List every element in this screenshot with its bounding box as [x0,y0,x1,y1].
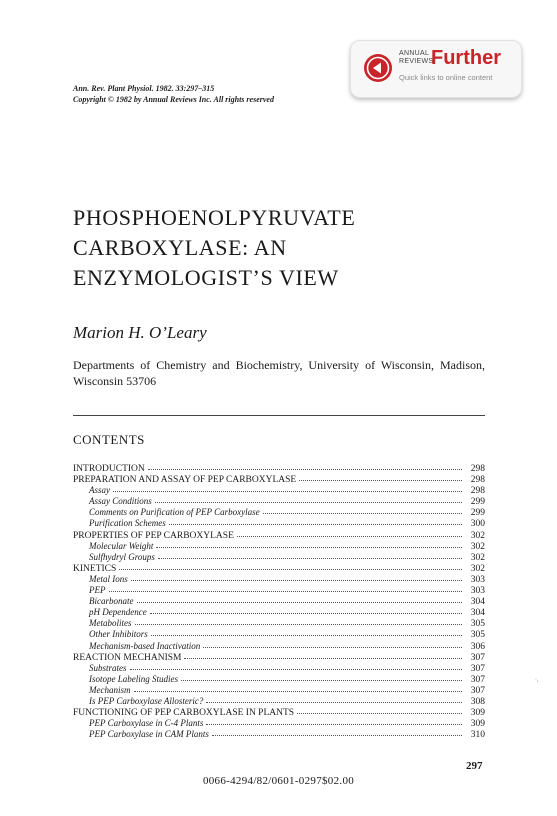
toc-entry-label: Molecular Weight [89,540,154,551]
toc-dot-leader [119,562,462,570]
toc-entry-label: Bicarbonate [89,596,134,607]
toc-entry-page: 305 [470,630,485,641]
toc-entry-page: 303 [470,586,485,597]
toc-entry-page: 305 [470,619,485,630]
author-name: Marion H. O’Leary [73,323,207,342]
toc-entry-page: 307 [470,652,485,663]
toc-entry-label: Metabolites [89,618,132,629]
toc-entry-label: PEP Carboxylase in CAM Plants [89,729,209,740]
toc-entry-page: 299 [470,497,485,508]
toc-dot-leader [135,617,463,625]
toc-dot-leader [237,529,462,537]
toc-dot-leader [156,540,462,548]
toc-entry-page: 302 [470,541,485,552]
badge-tagline: Quick links to online content [399,73,493,82]
toc-entry-label: Comments on Purification of PEP Carboxylase [89,507,260,518]
toc-entry-label: PREPARATION AND ASSAY OF PEP CARBOXYLASE [73,475,297,486]
toc-entry-page: 298 [470,464,485,474]
issn-line: 0066-4294/82/0601-0297$02.00 [202,775,355,787]
title-line: ENZYMOLOGIST’S VIEW [73,265,339,290]
journal-citation [73,83,274,105]
toc-entry-label: Substrates [89,662,127,673]
toc-entry-label: Mechanism [89,684,131,695]
arrow-circle-icon [363,53,393,83]
toc-dot-leader [134,684,463,692]
further-reviews-badge[interactable] [350,40,522,98]
toc-dot-leader [150,606,462,614]
toc-entry-label: Is PEP Carboxylase Allosteric? [89,695,204,706]
toc-dot-leader [151,628,462,636]
toc-entry-label: FUNCTIONING OF PEP CARBOXYLASE IN PLANTS [73,708,295,719]
toc-entry-page: 302 [470,563,485,574]
toc-entry-page: 298 [470,486,485,497]
toc-entry-page: 302 [470,530,485,541]
toc-dot-leader [155,495,462,503]
toc-entry-label: Other Inhibitors [89,629,148,640]
toc-entry-label: REACTION MECHANISM [73,652,182,663]
toc-entry-page: 306 [470,641,485,652]
toc-entry-label: Assay [89,485,110,496]
badge-further: Further [431,47,501,69]
scan-speck: ·, [535,677,539,683]
toc-dot-leader [169,517,462,525]
toc-dot-leader [212,728,462,736]
toc-entry-page: 303 [470,574,485,585]
toc-entry-label: PEP Carboxylase in C-4 Plants [89,718,204,729]
toc-entry-page: 307 [470,663,485,674]
toc-entry-label: PROPERTIES OF PEP CARBOXYLASE [73,530,234,541]
title-line: CARBOXYLASE: AN [73,235,287,260]
toc-subsection-entry[interactable] [73,729,485,740]
toc-entry-page: 299 [470,508,485,519]
toc-dot-leader [206,695,462,703]
toc-dot-leader [137,595,463,603]
toc-entry-page: 309 [470,719,485,730]
toc-entry-label: KINETICS [73,563,117,574]
toc-entry-label: Sulfhydryl Groups [89,551,155,562]
toc-dot-leader [203,640,462,648]
toc-dot-leader [158,551,462,559]
toc-entry-page: 304 [470,608,485,619]
toc-entry-label: Isotope Labeling Studies [89,673,178,684]
toc-entry-label: Metal Ions [89,573,128,584]
article-title [73,203,473,293]
toc-entry-label: INTRODUCTION [73,464,145,474]
toc-entry-page: 309 [470,708,485,719]
contents-heading: CONTENTS [73,432,145,447]
toc-dot-leader [297,706,462,714]
toc-entry-page: 308 [470,696,485,707]
toc-entry-label: Assay Conditions [89,496,152,507]
toc-entry-label: Mechanism-based Inactivation [89,640,201,651]
toc-dot-leader [184,651,462,659]
toc-entry-page: 300 [470,519,485,530]
badge-reviews: REVIEWS [399,58,434,65]
toc-dot-leader [130,662,462,670]
toc-entry-label: pH Dependence [89,607,147,618]
toc-entry-label: PEP [89,585,106,596]
citation-line-2: Copyright © 1982 by Annual Reviews Inc. All rights reserved [73,95,274,104]
badge-annual: ANNUAL [399,50,430,57]
badge-annual-reviews-text [399,50,433,66]
table-of-contents [73,463,485,740]
section-divider [73,415,485,416]
toc-entry-page: 302 [470,552,485,563]
toc-dot-leader [113,484,462,492]
toc-dot-leader [299,473,462,481]
toc-dot-leader [263,506,462,514]
title-line: PHOSPHOENOLPYRUVATE [73,205,356,230]
toc-entry-page: 307 [470,674,485,685]
toc-entry-label: Purification Schemes [89,518,166,529]
toc-dot-leader [109,584,463,592]
toc-dot-leader [206,717,462,725]
citation-line-1: Ann. Rev. Plant Physiol. 1982. 33:297–315 [73,84,215,93]
toc-dot-leader [148,462,462,470]
toc-dot-leader [181,673,462,681]
toc-entry-page: 304 [470,597,485,608]
author-affiliation: Departments of Chemistry and Biochemistry, University of Wisconsin, Madison, Wisconsin 53706 [73,358,485,388]
toc-entry-page: 298 [470,475,485,486]
page-number: 297 [466,760,483,772]
toc-entry-page: 310 [470,730,485,741]
toc-entry-page: 307 [470,685,485,696]
toc-dot-leader [131,573,462,581]
